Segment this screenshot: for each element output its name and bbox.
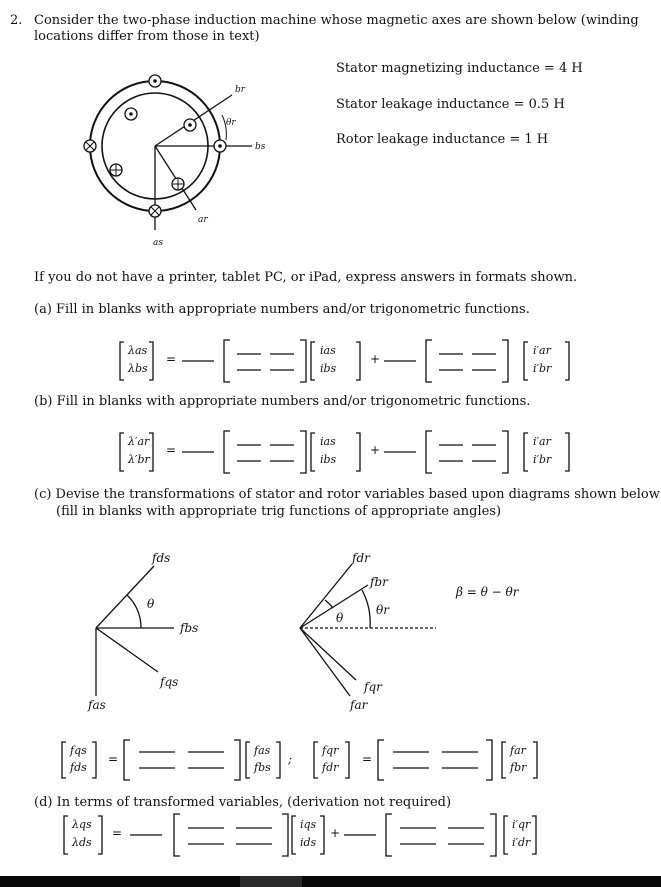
part-b-lhs-2: λ′br: [128, 453, 150, 466]
part-d-rhs2-2: i′dr: [512, 836, 531, 849]
part-d-lhs-2: λds: [72, 836, 92, 849]
eq2-lhs-2: fdr: [322, 761, 339, 774]
part-a-equals: =: [166, 352, 177, 366]
part-c-equation-brackets: [62, 740, 537, 780]
label-stator-theta: θ: [147, 597, 155, 611]
angle-label-theta-r: θr: [226, 118, 236, 128]
axis-label-as: as: [153, 238, 163, 248]
eq1-equals: =: [108, 752, 119, 766]
param-stator-leakage: Stator leakage inductance = 0.5 H: [336, 97, 565, 112]
part-d-lhs-1: λqs: [72, 818, 92, 831]
dot-conductor-icon: [184, 119, 196, 131]
part-b-lhs-1: λ′ar: [128, 435, 150, 448]
plus-conductor-icon: [172, 178, 184, 190]
part-d-plus: +: [330, 826, 341, 840]
param-stator-magnetizing: Stator magnetizing inductance = 4 H: [336, 61, 583, 76]
label-fdr: fdr: [352, 551, 370, 565]
bottom-bar-segment: [240, 876, 302, 887]
dot-conductor-icon: [149, 75, 161, 87]
bottom-bar: [0, 876, 661, 887]
part-b-text: (b) Fill in blanks with appropriate numbers and/or trigonometric functions.: [34, 394, 531, 409]
label-fbs: fbs: [180, 621, 199, 635]
cross-conductor-icon: [84, 140, 96, 152]
part-b-rhs1-1: ias: [320, 435, 336, 448]
label-rotor-theta: θ: [336, 611, 344, 625]
part-b-plus: +: [370, 443, 381, 457]
part-a-rhs1-1: ias: [320, 344, 336, 357]
param-rotor-leakage: Rotor leakage inductance = 1 H: [336, 132, 549, 147]
label-fqs: fqs: [160, 675, 179, 689]
printer-note: If you do not have a printer, tablet PC, or iPad, express answers in formats shown.: [34, 270, 578, 285]
part-b-rhs2-2: i′br: [533, 453, 552, 466]
part-a-text: (a) Fill in blanks with appropriate numbers and/or trigonometric functions.: [34, 302, 530, 317]
label-fqr: fqr: [364, 680, 382, 694]
eq2-rhs-2: fbr: [510, 761, 527, 774]
part-d-text: (d) In terms of transformed variables, (derivation not required): [34, 795, 452, 810]
cross-conductor-icon: [149, 205, 161, 217]
label-fas: fas: [88, 698, 106, 712]
part-d-rhs1-2: ids: [300, 836, 317, 849]
eq1-rhs-1: fas: [254, 744, 271, 757]
label-fbr: fbr: [370, 575, 388, 589]
problem-intro-line2: locations differ from those in text): [34, 29, 260, 44]
part-a-equation-brackets: [120, 340, 569, 382]
part-c-line1: (c) Devise the transformations of stator and rotor variables based upon diagrams shown below: [34, 487, 660, 502]
eq1-lhs-2: fds: [70, 761, 87, 774]
part-b-rhs1-2: ibs: [320, 453, 337, 466]
part-d-rhs2-1: i′qr: [512, 818, 531, 831]
problem-intro-line1: Consider the two-phase induction machine whose magnetic axes are shown below (winding: [34, 13, 639, 28]
dot-conductor-icon: [125, 108, 137, 120]
label-rotor-theta-r: θr: [376, 603, 389, 617]
plus-conductor-icon: [110, 164, 122, 176]
part-b-equals: =: [166, 443, 177, 457]
eq2-rhs-1: far: [510, 744, 526, 757]
rotor-axes-diagram: [300, 564, 436, 696]
part-b-equation-brackets: [120, 431, 569, 473]
part-a-rhs2-1: i′ar: [533, 344, 551, 357]
part-c-line2: (fill in blanks with appropriate trig functions of appropriate angles): [56, 504, 502, 519]
eq2-equals: =: [362, 752, 373, 766]
axis-label-ar: ar: [198, 215, 208, 225]
part-a-rhs1-2: ibs: [320, 362, 337, 375]
part-a-rhs2-2: i′br: [533, 362, 552, 375]
axis-label-br: br: [235, 85, 246, 95]
dot-conductor-icon: [214, 140, 226, 152]
part-d-equals: =: [112, 826, 123, 840]
eq1-rhs-2: fbs: [254, 761, 271, 774]
beta-definition: β = θ − θr: [456, 585, 519, 599]
eq2-lhs-1: fqr: [322, 744, 339, 757]
eq1-lhs-1: fqs: [70, 744, 87, 757]
part-b-rhs2-1: i′ar: [533, 435, 551, 448]
eq-separator: ;: [288, 752, 293, 766]
part-a-lhs-2: λbs: [128, 362, 148, 375]
problem-number: 2.: [10, 13, 23, 28]
part-a-lhs-1: λas: [128, 344, 148, 357]
part-d-rhs1-1: iqs: [300, 818, 317, 831]
label-fds: fds: [152, 551, 171, 565]
part-a-plus: +: [370, 352, 381, 366]
label-far: far: [350, 698, 368, 712]
axis-label-bs: bs: [255, 142, 266, 152]
